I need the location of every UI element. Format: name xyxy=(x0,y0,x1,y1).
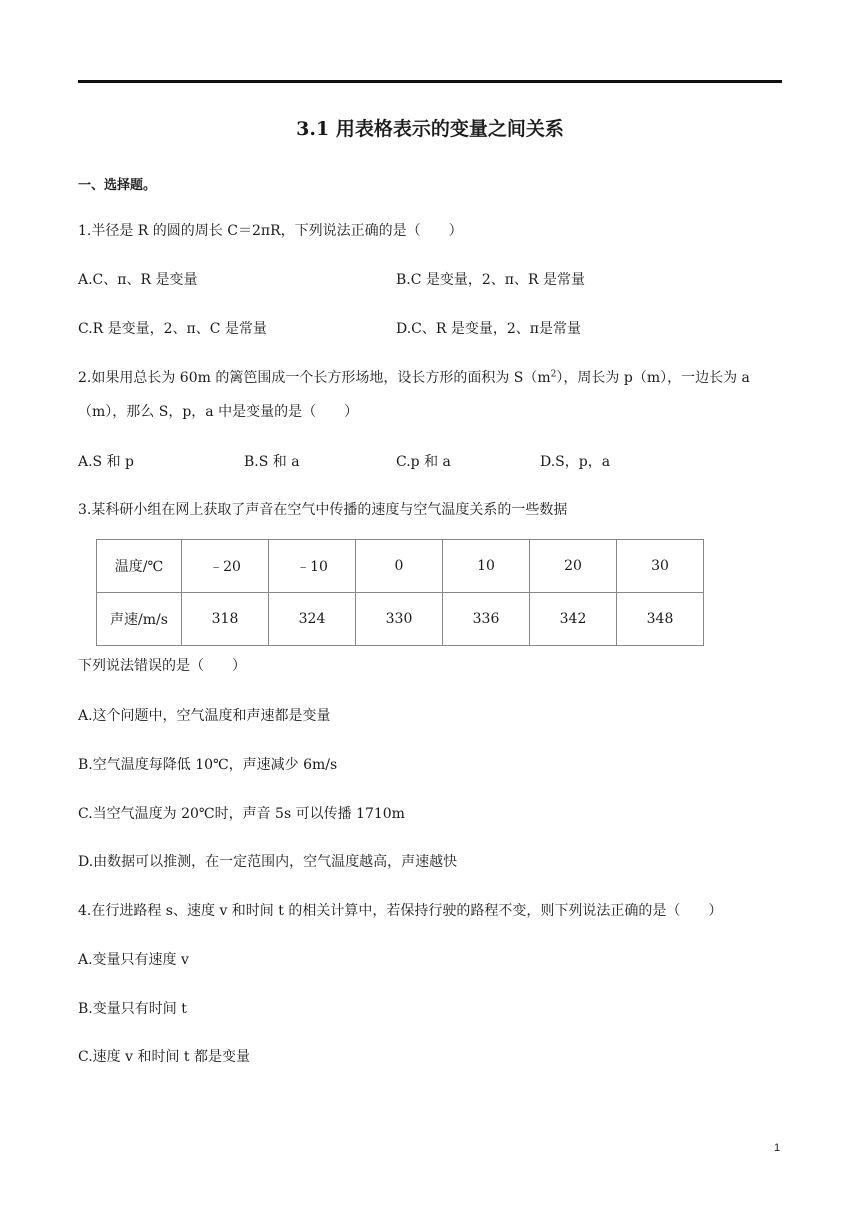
table-cell: 348 xyxy=(617,593,704,646)
table-cell: 330 xyxy=(356,593,443,646)
question-2-option-a: A.S 和 p xyxy=(78,454,135,470)
question-1-option-a: A.C、π、R 是变量 xyxy=(78,272,198,288)
table-cell: 342 xyxy=(530,593,617,646)
question-2-option-d: D.S，p，a xyxy=(540,454,611,470)
table-cell: 0 xyxy=(356,540,443,593)
question-3-option-a: A.这个问题中，空气温度和声速都是变量 xyxy=(78,708,331,724)
question-4-option-c: C.速度 v 和时间 t 都是变量 xyxy=(78,1049,250,1065)
table-cell: 324 xyxy=(269,593,356,646)
question-3-stem: 3.某科研小组在网上获取了声音在空气中传播的速度与空气温度关系的一些数据 xyxy=(78,502,568,518)
table-row-header: 声速/m/s xyxy=(97,593,182,646)
page-title: 3.1 用表格表示的变量之间关系 xyxy=(296,118,564,140)
question-2-option-b: B.S 和 a xyxy=(244,454,300,470)
question-2-option-c: C.p 和 a xyxy=(396,454,451,470)
question-3-prompt: 下列说法错误的是（ ） xyxy=(78,658,246,674)
question-2-stem-line-1: 2.如果用总长为 60m 的篱笆围成一个长方形场地，设长方形的面积为 $S(m^2)$，周长为 p（m），一边长为 a xyxy=(78,369,750,386)
page-number: 1 xyxy=(774,1142,781,1154)
section-heading: 一、选择题。 xyxy=(78,178,157,193)
table-row xyxy=(97,593,704,646)
table-cell: 336 xyxy=(443,593,530,646)
temperature-speed-table xyxy=(96,539,704,646)
question-2-stem-line-2: （m），那么 S，p，a 中是变量的是（ ） xyxy=(78,404,359,420)
question-3-option-b: B.空气温度每降低 10℃，声速减少 6m/s xyxy=(78,757,338,773)
question-3-option-c: C.当空气温度为 20℃时，声音 5s 可以传播 1710m xyxy=(78,806,405,822)
question-1-option-d: D.C、R 是变量，2、π是常量 xyxy=(396,321,581,337)
table-cell: ﹣20 xyxy=(182,540,269,593)
question-1-stem: 1.半径是 R 的圆的周长 C＝2πR，下列说法正确的是（ ） xyxy=(78,223,463,239)
question-1-option-c: C.R 是变量，2、π、C 是常量 xyxy=(78,321,267,337)
question-4-option-b: B.变量只有时间 t xyxy=(78,1001,187,1017)
question-3-option-d: D.由数据可以推测，在一定范围内，空气温度越高，声速越快 xyxy=(78,854,458,870)
question-4-option-a: A.变量只有速度 v xyxy=(78,952,189,968)
table-cell: 20 xyxy=(530,540,617,593)
table-cell: 318 xyxy=(182,593,269,646)
table-row-header: 温度/℃ xyxy=(97,540,182,593)
table-cell: 30 xyxy=(617,540,704,593)
table-cell: ﹣10 xyxy=(269,540,356,593)
question-4-stem: 4.在行进路程 s、速度 v 和时间 t 的相关计算中，若保持行驶的路程不变，则下列说法正确的是（ ） xyxy=(78,903,723,919)
question-1-option-b: B.C 是变量，2、π、R 是常量 xyxy=(396,272,585,288)
table-cell: 10 xyxy=(443,540,530,593)
table-row xyxy=(97,540,704,593)
header-rule xyxy=(78,80,782,83)
